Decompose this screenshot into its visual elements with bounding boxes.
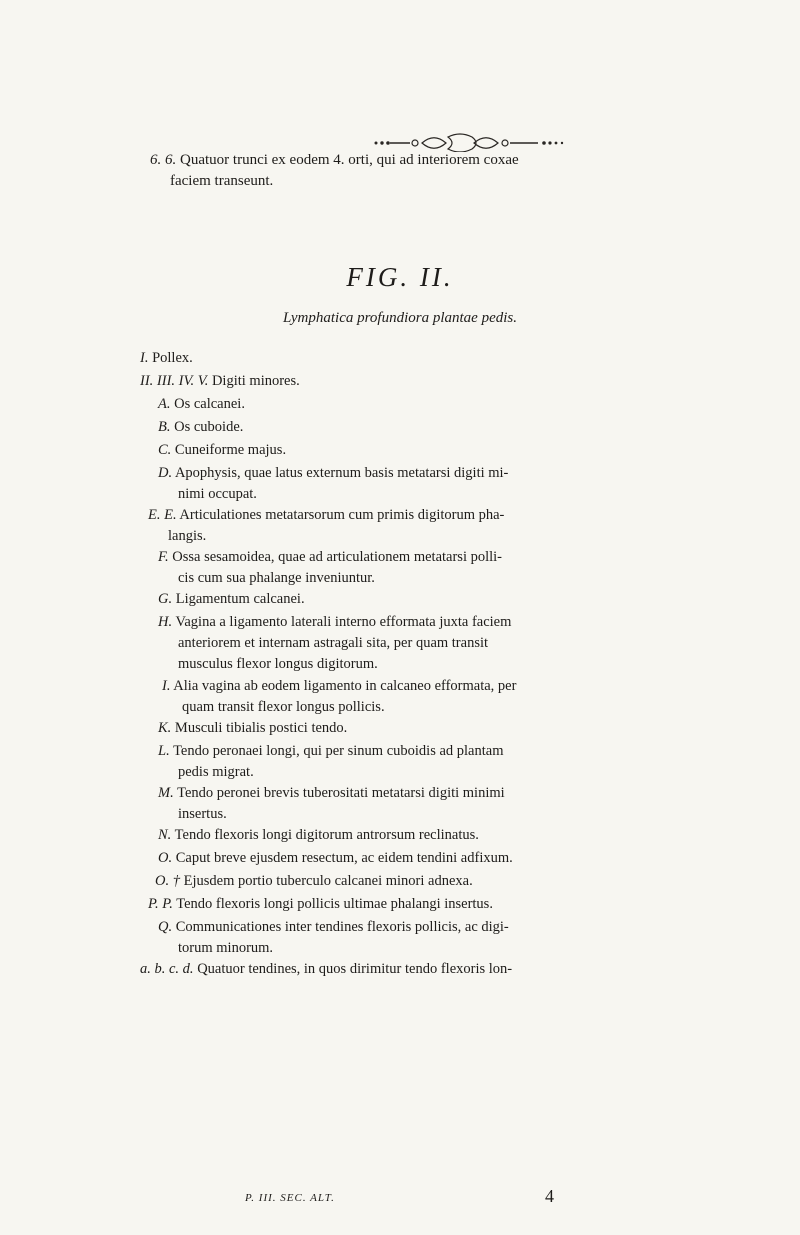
legend-entry (148, 894, 748, 915)
legend-text: Alia vagina ab eodem ligamento in calcaneo efformata, per (173, 678, 517, 694)
legend-text: Tendo flexoris longi digitorum antrorsum reclinatus. (174, 827, 479, 843)
legend-text-continued: torum minorum. (178, 940, 274, 956)
figure-title: FIG. II. (346, 262, 454, 292)
legend-text: Ejusdem portio tuberculo calcanei minori adnexa. (183, 873, 473, 889)
legend-text-continued: langis. (168, 528, 207, 544)
ornament-rule-icon (370, 132, 580, 152)
legend-entry (158, 783, 758, 825)
legend-text: Os cuboide. (174, 419, 244, 435)
legend-key: N. (158, 827, 172, 843)
intro-paragraph (150, 150, 730, 192)
legend-key: P. P. (148, 896, 173, 912)
legend-text: Caput breve ejusdem resectum, ac eidem tendini adfixum. (175, 850, 513, 866)
legend-text: Musculi tibialis postici tendo. (174, 720, 348, 736)
legend-key: A. (158, 396, 171, 412)
legend-key: E. E. (148, 507, 177, 523)
legend-key: O. (158, 850, 173, 866)
legend-key: a. b. c. d. (140, 961, 194, 977)
legend-text-continued: pedis migrat. (178, 764, 254, 780)
legend-entry (158, 741, 758, 783)
legend-key: II. III. IV. V. (140, 373, 209, 389)
legend-text: Pollex. (152, 350, 193, 366)
legend-entry (158, 848, 758, 869)
legend-key: L. (158, 743, 170, 759)
legend-key: F. (158, 549, 169, 565)
signature-mark: P. III. SEC. ALT. (245, 1192, 335, 1204)
legend-text: Vagina a ligamento laterali interno efformata juxta faciem (175, 614, 512, 630)
legend-entry (158, 440, 758, 461)
legend-text-continued: nimi occupat. (178, 486, 257, 502)
legend-text: Quatuor tendines, in quos dirimitur tendo flexoris lon- (197, 961, 513, 977)
legend-entry (148, 505, 748, 547)
legend-text: Apophysis, quae latus externum basis metatarsi digiti mi- (174, 465, 509, 481)
intro-marker: 6. 6. (150, 152, 177, 168)
legend-key: D. (158, 465, 173, 481)
legend-text: Tendo flexoris longi pollicis ultimae phalangi insertus. (176, 896, 493, 912)
legend-key: I. (162, 678, 171, 694)
legend-key: M. (158, 785, 174, 801)
legend-entry (158, 612, 758, 675)
legend-entry (158, 825, 758, 846)
legend-text: Articulationes metatarsorum cum primis digitorum pha- (179, 507, 505, 523)
legend-entry (140, 371, 740, 392)
legend-text: Os calcanei. (174, 396, 245, 412)
legend-key: Q. (158, 919, 173, 935)
legend-entry (158, 463, 758, 505)
page-number: 4 (545, 1186, 554, 1206)
intro-line-2: faciem transeunt. (170, 173, 274, 189)
legend-text-continued: insertus. (178, 806, 227, 822)
legend-text: Digiti minores. (211, 373, 300, 389)
legend-key: I. (140, 350, 149, 366)
legend-text: Ligamentum calcanei. (175, 591, 305, 607)
legend-key: C. (158, 442, 172, 458)
legend-text: Tendo peronaei longi, qui per sinum cuboidis ad plantam (173, 743, 504, 759)
legend-entry (140, 348, 740, 369)
legend-text-continued: musculus flexor longus digitorum. (178, 656, 378, 672)
legend-key: K. (158, 720, 172, 736)
legend-key: H. (158, 614, 173, 630)
legend-text: Cuneiforme majus. (174, 442, 287, 458)
legend-text-continued: cis cum sua phalange inveniuntur. (178, 570, 375, 586)
figure-subtitle: Lymphatica profundiora plantae pedis. (283, 310, 517, 326)
legend-entry (140, 959, 740, 980)
legend-key: O. † (155, 873, 180, 889)
legend-key: G. (158, 591, 173, 607)
legend-text: Communicationes inter tendines flexoris pollicis, ac digi- (175, 919, 509, 935)
legend-entry (158, 547, 758, 589)
legend-entry (155, 871, 755, 892)
legend-text-continued: anteriorem et internam astragali sita, per quam transit (178, 635, 489, 651)
intro-line-1: Quatuor trunci ex eodem 4. orti, qui ad interiorem coxae (180, 152, 519, 168)
legend-key: B. (158, 419, 171, 435)
legend-entry (158, 589, 758, 610)
legend-text: Ossa sesamoidea, quae ad articulationem metatarsi polli- (172, 549, 503, 565)
legend-entry (158, 394, 758, 415)
legend-text: Tendo peronei brevis tuberositati metatarsi digiti minimi (177, 785, 505, 801)
legend-entry (158, 917, 758, 959)
legend-entry (158, 417, 758, 438)
legend-entry (162, 676, 762, 718)
legend-text-continued: quam transit flexor longus pollicis. (182, 699, 385, 715)
legend-entry (158, 718, 758, 739)
